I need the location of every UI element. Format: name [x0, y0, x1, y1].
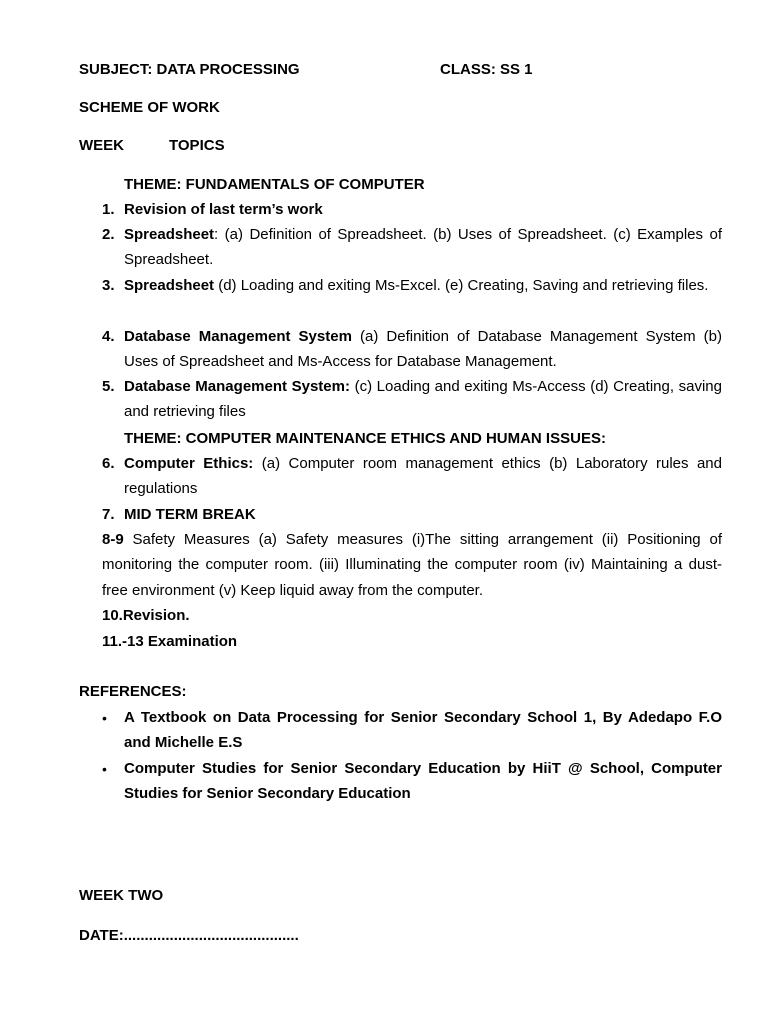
item-text: : (a) Definition of Spreadsheet. (b) Uses of Spreadsheet. (c) Examples of Spreadsheet.	[124, 226, 722, 269]
item-text: (c) Loading and exiting Ms-Access (d) Creating, saving and retrieving files	[124, 378, 722, 421]
theme-heading-1: THEME: FUNDAMENTALS OF COMPUTER	[124, 176, 425, 193]
list-item	[124, 273, 722, 298]
item-number: 4.	[102, 328, 115, 345]
week-8-9-number: 8-9	[102, 531, 124, 548]
week-11-13-entry: 11.-13 Examination	[102, 633, 238, 650]
list-item	[124, 451, 722, 502]
item-title: Database Management System	[124, 328, 352, 345]
week-column-header: WEEK	[79, 137, 124, 154]
week-10-entry: 10.Revision.	[102, 607, 190, 624]
list-item	[124, 374, 722, 425]
week-two-heading: WEEK TWO	[79, 887, 164, 904]
subject-line: SUBJECT: DATA PROCESSING	[79, 61, 300, 78]
theme-heading-2: THEME: COMPUTER MAINTENANCE ETHICS AND HUMAN ISSUES:	[124, 430, 606, 447]
class-line: CLASS: SS 1	[440, 61, 533, 78]
topics-column-header: TOPICS	[169, 137, 225, 154]
item-text: (d) Loading and exiting Ms-Excel. (e) Creating, Saving and retrieving files.	[214, 277, 709, 294]
item-title: Spreadsheet	[124, 277, 215, 294]
list-item	[124, 324, 722, 375]
list-item	[124, 502, 722, 527]
item-text: (a) Computer room management ethics (b) Laboratory rules and regulations	[124, 455, 722, 498]
item-text: (a) Definition of Database Management System (b) Uses of Spreadsheet and Ms-Access for Database Management.	[124, 328, 722, 371]
bullet-icon: •	[102, 710, 107, 726]
reference-item: Computer Studies for Senior Secondary Education by HiiT @ School, Computer Studies for Senior Secondary Education	[124, 760, 722, 803]
list-item	[124, 222, 722, 273]
item-title: Computer Ethics:	[124, 455, 254, 472]
scheme-title: SCHEME OF WORK	[79, 99, 220, 116]
list-item	[124, 197, 722, 222]
bullet-icon: •	[102, 761, 107, 777]
item-number: 3.	[102, 277, 115, 294]
item-number: 6.	[102, 455, 115, 472]
reference-item: A Textbook on Data Processing for Senior Secondary School 1, By Adedapo F.O and Michelle E.S	[124, 709, 722, 752]
date-line: DATE:..........................................	[79, 927, 299, 944]
item-title: MID TERM BREAK	[124, 506, 256, 523]
item-number: 1.	[102, 201, 115, 218]
week-8-9-entry	[102, 527, 722, 603]
item-number: 2.	[102, 226, 115, 243]
item-title: Revision of last term’s work	[124, 201, 323, 218]
week-8-9-text: Safety Measures (a) Safety measures (i)The sitting arrangement (ii) Positioning of monitoring the computer room. (iii) Illuminating the computer room (iv) Maintaining a dust-free environment (v) Keep liquid away from the computer.	[102, 531, 722, 599]
item-title: Spreadsheet	[124, 226, 215, 243]
references-heading: REFERENCES:	[79, 683, 187, 700]
item-number: 7.	[102, 506, 115, 523]
item-number: 5.	[102, 378, 115, 395]
item-title: Database Management System:	[124, 378, 350, 395]
